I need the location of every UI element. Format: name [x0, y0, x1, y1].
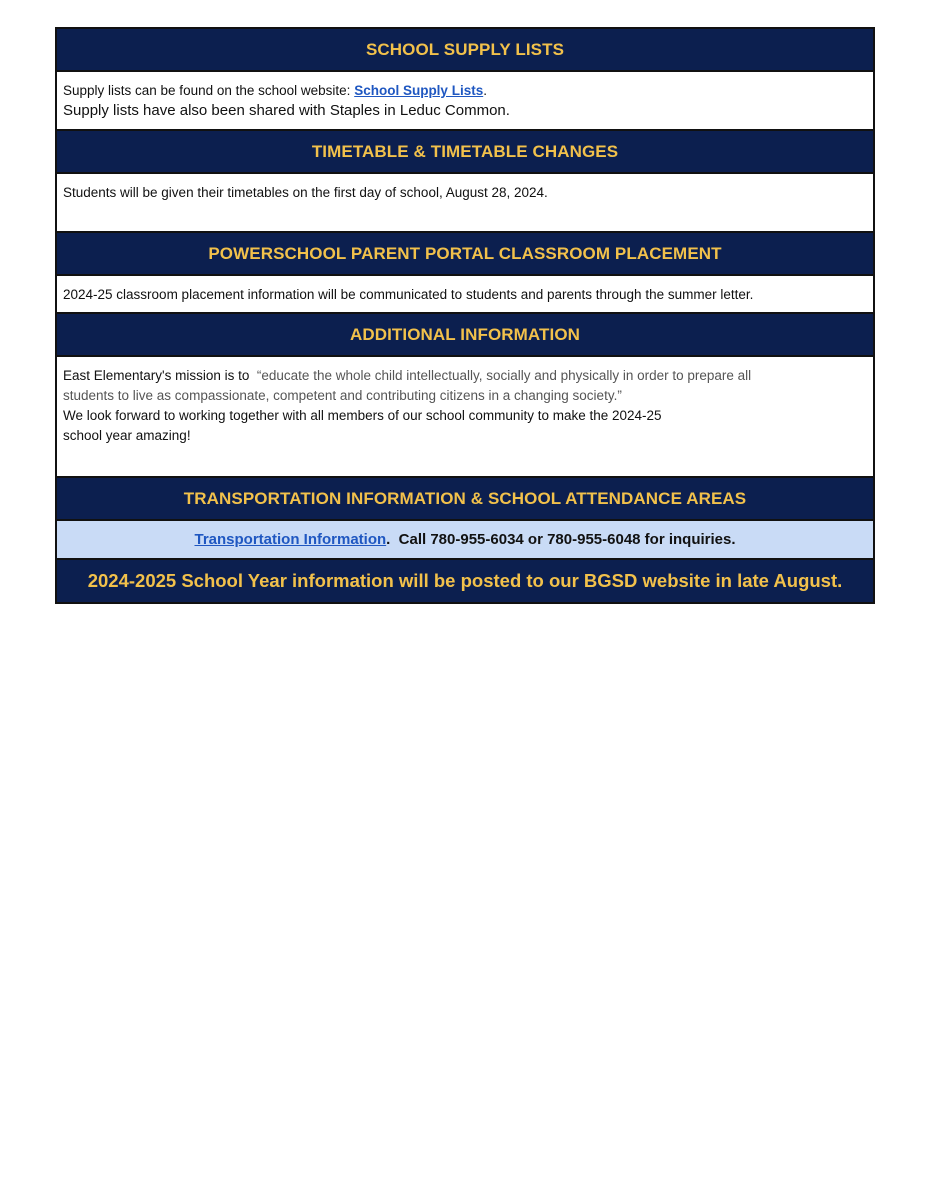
supply-lists-header	[57, 29, 873, 72]
transportation-title: TRANSPORTATION INFORMATION & SCHOOL ATTENDANCE AREAS	[183, 488, 747, 508]
transportation-header	[57, 478, 873, 521]
additional-info-header	[57, 314, 873, 357]
transportation-text: . Call 780-955-6034 or 780-955-6048 for inquiries.	[386, 531, 736, 548]
timetable-title: TIMETABLE & TIMETABLE CHANGES	[311, 141, 619, 161]
additional-info-cell	[57, 357, 873, 478]
supply-lists-line1	[63, 81, 867, 101]
supply-lists-title: SCHOOL SUPPLY LISTS	[365, 39, 565, 59]
powerschool-cell	[57, 276, 873, 314]
timetable-header	[57, 131, 873, 174]
supply-lists-period: .	[483, 83, 487, 98]
info-table	[55, 27, 875, 604]
additional-line4: school year amazing!	[63, 428, 191, 443]
mission-quote-line2: students to live as compassionate, competent and contributing citizens in a changing society.”	[63, 388, 622, 403]
footer-text: 2024-2025 School Year information will be posted to our BGSD website in late August.	[87, 570, 843, 591]
mission-line1	[63, 366, 867, 386]
additional-line3: We look forward to working together with all members of our school community to make the 2024-25	[63, 408, 662, 423]
powerschool-text: 2024-25 classroom placement information will be communicated to students and parents through the summer letter.	[63, 287, 754, 302]
supply-lists-line2: Supply lists have also been shared with Staples in Leduc Common.	[63, 102, 510, 119]
timetable-text: Students will be given their timetables on the first day of school, August 28, 2024.	[63, 185, 548, 200]
supply-lists-cell	[57, 72, 873, 131]
powerschool-header	[57, 233, 873, 276]
footer-notice	[57, 560, 873, 602]
transportation-information-link[interactable]: Transportation Information	[194, 531, 387, 548]
school-supply-lists-link[interactable]: School Supply Lists	[354, 83, 484, 98]
supply-lists-text: Supply lists can be found on the school website:	[63, 83, 355, 98]
additional-info-title: ADDITIONAL INFORMATION	[349, 324, 581, 344]
mission-prefix: East Elementary's mission is to	[63, 368, 257, 383]
powerschool-title: POWERSCHOOL PARENT PORTAL CLASSROOM PLACEMENT	[208, 243, 722, 263]
timetable-cell	[57, 174, 873, 233]
mission-quote-line1: “educate the whole child intellectually, socially and physically in order to prepare all	[256, 368, 752, 383]
transportation-cell	[57, 521, 873, 560]
